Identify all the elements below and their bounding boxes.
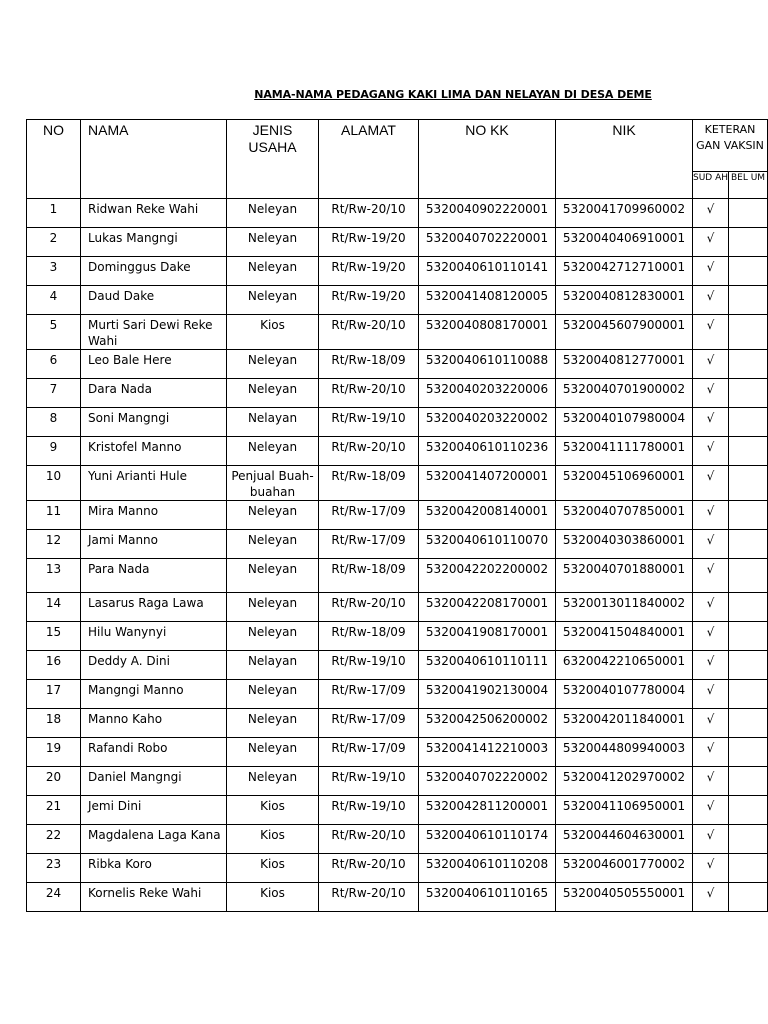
header-alamat: ALAMAT xyxy=(319,120,419,199)
row-jenis-usaha: Neleyan xyxy=(227,350,319,379)
row-belum-check xyxy=(729,559,768,593)
row-nik: 5320040812830001 xyxy=(556,286,693,315)
row-belum-check xyxy=(729,257,768,286)
row-nik: 5320041202970002 xyxy=(556,767,693,796)
row-nik: 5320041106950001 xyxy=(556,796,693,825)
row-alamat: Rt/Rw-19/20 xyxy=(319,286,419,315)
row-number: 22 xyxy=(27,825,81,854)
row-nama: Hilu Wanynyi xyxy=(81,622,227,651)
row-jenis-usaha: Neleyan xyxy=(227,286,319,315)
row-nama: Jami Manno xyxy=(81,530,227,559)
row-number: 17 xyxy=(27,680,81,709)
row-jenis-usaha: Neleyan xyxy=(227,559,319,593)
row-nik: 5320044809940003 xyxy=(556,738,693,767)
row-no-kk: 5320040610110088 xyxy=(419,350,556,379)
row-alamat: Rt/Rw-20/10 xyxy=(319,593,419,622)
row-nik: 5320040303860001 xyxy=(556,530,693,559)
row-jenis-usaha: Neleyan xyxy=(227,738,319,767)
row-sudah-check: √ xyxy=(693,379,729,408)
row-number: 3 xyxy=(27,257,81,286)
row-sudah-check: √ xyxy=(693,767,729,796)
row-number: 16 xyxy=(27,651,81,680)
row-alamat: Rt/Rw-20/10 xyxy=(319,379,419,408)
table-row xyxy=(27,466,768,501)
row-nik: 5320040107780004 xyxy=(556,680,693,709)
row-number: 7 xyxy=(27,379,81,408)
row-belum-check xyxy=(729,593,768,622)
table-row xyxy=(27,408,768,437)
row-alamat: Rt/Rw-17/09 xyxy=(319,530,419,559)
row-sudah-check: √ xyxy=(693,408,729,437)
row-nama: Lukas Mangngi xyxy=(81,228,227,257)
row-nama: Magdalena Laga Kana xyxy=(81,825,227,854)
row-no-kk: 5320042811200001 xyxy=(419,796,556,825)
row-jenis-usaha: Neleyan xyxy=(227,593,319,622)
row-no-kk: 5320040203220002 xyxy=(419,408,556,437)
row-number: 13 xyxy=(27,559,81,593)
row-nama: Jemi Dini xyxy=(81,796,227,825)
row-alamat: Rt/Rw-17/09 xyxy=(319,501,419,530)
row-jenis-usaha: Neleyan xyxy=(227,501,319,530)
row-number: 10 xyxy=(27,466,81,501)
row-alamat: Rt/Rw-20/10 xyxy=(319,825,419,854)
row-no-kk: 5320041407200001 xyxy=(419,466,556,501)
row-no-kk: 5320040610110236 xyxy=(419,437,556,466)
row-belum-check xyxy=(729,350,768,379)
row-sudah-check: √ xyxy=(693,501,729,530)
table-row xyxy=(27,315,768,350)
table-row xyxy=(27,767,768,796)
row-nik: 5320046001770002 xyxy=(556,854,693,883)
row-nama: Dara Nada xyxy=(81,379,227,408)
row-alamat: Rt/Rw-19/10 xyxy=(319,408,419,437)
header-keterangan-vaksin: KETERAN GAN VAKSIN xyxy=(693,120,768,172)
row-number: 14 xyxy=(27,593,81,622)
row-no-kk: 5320040702220002 xyxy=(419,767,556,796)
row-jenis-usaha: Kios xyxy=(227,854,319,883)
row-jenis-usaha: Neleyan xyxy=(227,228,319,257)
row-jenis-usaha: Kios xyxy=(227,796,319,825)
row-jenis-usaha: Nelayan xyxy=(227,408,319,437)
table-row xyxy=(27,350,768,379)
row-number: 5 xyxy=(27,315,81,350)
row-no-kk: 5320042208170001 xyxy=(419,593,556,622)
row-number: 11 xyxy=(27,501,81,530)
table-row xyxy=(27,680,768,709)
row-belum-check xyxy=(729,199,768,228)
header-no: NO xyxy=(27,120,81,199)
row-alamat: Rt/Rw-19/20 xyxy=(319,228,419,257)
row-nik: 5320040406910001 xyxy=(556,228,693,257)
row-number: 23 xyxy=(27,854,81,883)
row-no-kk: 5320040702220001 xyxy=(419,228,556,257)
row-nama: Murti Sari Dewi Reke Wahi xyxy=(81,315,227,350)
row-sudah-check: √ xyxy=(693,350,729,379)
row-alamat: Rt/Rw-19/10 xyxy=(319,767,419,796)
row-nik: 5320042712710001 xyxy=(556,257,693,286)
row-nik: 5320041504840001 xyxy=(556,622,693,651)
row-number: 1 xyxy=(27,199,81,228)
row-nama: Daniel Mangngi xyxy=(81,767,227,796)
row-sudah-check: √ xyxy=(693,738,729,767)
header-belum: BEL UM xyxy=(729,171,768,198)
row-no-kk: 5320040610110174 xyxy=(419,825,556,854)
row-alamat: Rt/Rw-19/10 xyxy=(319,796,419,825)
row-alamat: Rt/Rw-20/10 xyxy=(319,315,419,350)
row-sudah-check: √ xyxy=(693,651,729,680)
row-alamat: Rt/Rw-17/09 xyxy=(319,680,419,709)
row-belum-check xyxy=(729,854,768,883)
row-no-kk: 5320040203220006 xyxy=(419,379,556,408)
row-jenis-usaha: Neleyan xyxy=(227,767,319,796)
row-nama: Rafandi Robo xyxy=(81,738,227,767)
row-jenis-usaha: Neleyan xyxy=(227,257,319,286)
row-nama: Kornelis Reke Wahi xyxy=(81,883,227,912)
row-belum-check xyxy=(729,651,768,680)
row-number: 6 xyxy=(27,350,81,379)
row-nik: 6320042210650001 xyxy=(556,651,693,680)
document-title: NAMA-NAMA PEDAGANG KAKI LIMA DAN NELAYAN DI DESA DEME xyxy=(254,88,652,101)
row-jenis-usaha: Penjual Buah-buahan xyxy=(227,466,319,501)
row-jenis-usaha: Neleyan xyxy=(227,680,319,709)
row-nik: 5320041111780001 xyxy=(556,437,693,466)
row-belum-check xyxy=(729,286,768,315)
row-jenis-usaha: Neleyan xyxy=(227,379,319,408)
row-no-kk: 5320040610110070 xyxy=(419,530,556,559)
row-nama: Lasarus Raga Lawa xyxy=(81,593,227,622)
row-sudah-check: √ xyxy=(693,680,729,709)
row-sudah-check: √ xyxy=(693,559,729,593)
row-alamat: Rt/Rw-17/09 xyxy=(319,709,419,738)
row-belum-check xyxy=(729,437,768,466)
table-row xyxy=(27,286,768,315)
table-row xyxy=(27,593,768,622)
row-sudah-check: √ xyxy=(693,286,729,315)
row-no-kk: 5320040610110141 xyxy=(419,257,556,286)
header-nik: NIK xyxy=(556,120,693,199)
row-nik: 5320040707850001 xyxy=(556,501,693,530)
row-no-kk: 5320040808170001 xyxy=(419,315,556,350)
table-row xyxy=(27,437,768,466)
row-number: 2 xyxy=(27,228,81,257)
row-number: 21 xyxy=(27,796,81,825)
row-belum-check xyxy=(729,883,768,912)
row-belum-check xyxy=(729,501,768,530)
row-nama: Daud Dake xyxy=(81,286,227,315)
vendor-table xyxy=(26,119,768,912)
row-nama: Mangngi Manno xyxy=(81,680,227,709)
row-nama: Manno Kaho xyxy=(81,709,227,738)
row-alamat: Rt/Rw-19/20 xyxy=(319,257,419,286)
row-belum-check xyxy=(729,825,768,854)
row-no-kk: 5320040902220001 xyxy=(419,199,556,228)
row-alamat: Rt/Rw-19/10 xyxy=(319,651,419,680)
row-number: 9 xyxy=(27,437,81,466)
row-nik: 5320045106960001 xyxy=(556,466,693,501)
row-alamat: Rt/Rw-17/09 xyxy=(319,738,419,767)
row-alamat: Rt/Rw-20/10 xyxy=(319,883,419,912)
row-sudah-check: √ xyxy=(693,437,729,466)
table-row xyxy=(27,738,768,767)
row-sudah-check: √ xyxy=(693,228,729,257)
table-row xyxy=(27,379,768,408)
row-belum-check xyxy=(729,680,768,709)
table-row xyxy=(27,559,768,593)
row-jenis-usaha: Neleyan xyxy=(227,709,319,738)
header-nama: NAMA xyxy=(81,120,227,199)
table-row xyxy=(27,825,768,854)
row-nik: 5320042011840001 xyxy=(556,709,693,738)
row-belum-check xyxy=(729,315,768,350)
table-row xyxy=(27,530,768,559)
row-nik: 5320040701880001 xyxy=(556,559,693,593)
table-row xyxy=(27,651,768,680)
row-sudah-check: √ xyxy=(693,593,729,622)
row-nik: 5320040812770001 xyxy=(556,350,693,379)
row-alamat: Rt/Rw-18/09 xyxy=(319,559,419,593)
table-row xyxy=(27,199,768,228)
row-number: 12 xyxy=(27,530,81,559)
row-sudah-check: √ xyxy=(693,199,729,228)
row-nik: 5320040505550001 xyxy=(556,883,693,912)
row-nama: Soni Mangngi xyxy=(81,408,227,437)
row-jenis-usaha: Kios xyxy=(227,315,319,350)
row-belum-check xyxy=(729,530,768,559)
row-sudah-check: √ xyxy=(693,257,729,286)
row-belum-check xyxy=(729,796,768,825)
row-sudah-check: √ xyxy=(693,883,729,912)
row-no-kk: 5320041408120005 xyxy=(419,286,556,315)
row-no-kk: 5320040610110165 xyxy=(419,883,556,912)
row-no-kk: 5320042202200002 xyxy=(419,559,556,593)
row-jenis-usaha: Kios xyxy=(227,883,319,912)
row-jenis-usaha: Neleyan xyxy=(227,530,319,559)
row-number: 8 xyxy=(27,408,81,437)
row-jenis-usaha: Neleyan xyxy=(227,199,319,228)
row-alamat: Rt/Rw-18/09 xyxy=(319,350,419,379)
row-jenis-usaha: Kios xyxy=(227,825,319,854)
header-no-kk: NO KK xyxy=(419,120,556,199)
row-no-kk: 5320040610110111 xyxy=(419,651,556,680)
row-belum-check xyxy=(729,379,768,408)
row-sudah-check: √ xyxy=(693,854,729,883)
row-belum-check xyxy=(729,738,768,767)
row-alamat: Rt/Rw-18/09 xyxy=(319,622,419,651)
row-nama: Leo Bale Here xyxy=(81,350,227,379)
row-number: 20 xyxy=(27,767,81,796)
table-row xyxy=(27,709,768,738)
row-number: 4 xyxy=(27,286,81,315)
row-sudah-check: √ xyxy=(693,825,729,854)
row-jenis-usaha: Neleyan xyxy=(227,622,319,651)
table-row xyxy=(27,257,768,286)
row-number: 18 xyxy=(27,709,81,738)
row-belum-check xyxy=(729,622,768,651)
table-row xyxy=(27,854,768,883)
row-nik: 5320040107980004 xyxy=(556,408,693,437)
row-belum-check xyxy=(729,709,768,738)
row-nik: 5320040701900002 xyxy=(556,379,693,408)
row-number: 15 xyxy=(27,622,81,651)
row-nama: Ribka Koro xyxy=(81,854,227,883)
row-sudah-check: √ xyxy=(693,796,729,825)
row-no-kk: 5320041902130004 xyxy=(419,680,556,709)
row-nama: Dominggus Dake xyxy=(81,257,227,286)
header-jenis-usaha: JENIS USAHA xyxy=(227,120,319,199)
row-alamat: Rt/Rw-18/09 xyxy=(319,466,419,501)
row-nama: Mira Manno xyxy=(81,501,227,530)
row-nama: Yuni Arianti Hule xyxy=(81,466,227,501)
row-belum-check xyxy=(729,767,768,796)
row-belum-check xyxy=(729,408,768,437)
row-nik: 5320013011840002 xyxy=(556,593,693,622)
row-nik: 5320044604630001 xyxy=(556,825,693,854)
row-belum-check xyxy=(729,466,768,501)
row-nik: 5320041709960002 xyxy=(556,199,693,228)
row-number: 19 xyxy=(27,738,81,767)
row-no-kk: 5320040610110208 xyxy=(419,854,556,883)
row-nama: Para Nada xyxy=(81,559,227,593)
row-nama: Ridwan Reke Wahi xyxy=(81,199,227,228)
table-row xyxy=(27,622,768,651)
row-sudah-check: √ xyxy=(693,622,729,651)
table-row xyxy=(27,228,768,257)
table-row xyxy=(27,796,768,825)
row-nama: Deddy A. Dini xyxy=(81,651,227,680)
row-alamat: Rt/Rw-20/10 xyxy=(319,437,419,466)
row-no-kk: 5320041412210003 xyxy=(419,738,556,767)
row-nama: Kristofel Manno xyxy=(81,437,227,466)
row-sudah-check: √ xyxy=(693,530,729,559)
header-row xyxy=(27,120,768,172)
row-number: 24 xyxy=(27,883,81,912)
row-alamat: Rt/Rw-20/10 xyxy=(319,854,419,883)
table-body xyxy=(27,199,768,912)
row-no-kk: 5320041908170001 xyxy=(419,622,556,651)
row-jenis-usaha: Neleyan xyxy=(227,437,319,466)
row-sudah-check: √ xyxy=(693,466,729,501)
header-sudah: SUD AH xyxy=(693,171,729,198)
row-sudah-check: √ xyxy=(693,709,729,738)
row-alamat: Rt/Rw-20/10 xyxy=(319,199,419,228)
table-row xyxy=(27,883,768,912)
row-no-kk: 5320042506200002 xyxy=(419,709,556,738)
row-nik: 5320045607900001 xyxy=(556,315,693,350)
row-no-kk: 5320042008140001 xyxy=(419,501,556,530)
row-jenis-usaha: Nelayan xyxy=(227,651,319,680)
row-sudah-check: √ xyxy=(693,315,729,350)
row-belum-check xyxy=(729,228,768,257)
table-row xyxy=(27,501,768,530)
